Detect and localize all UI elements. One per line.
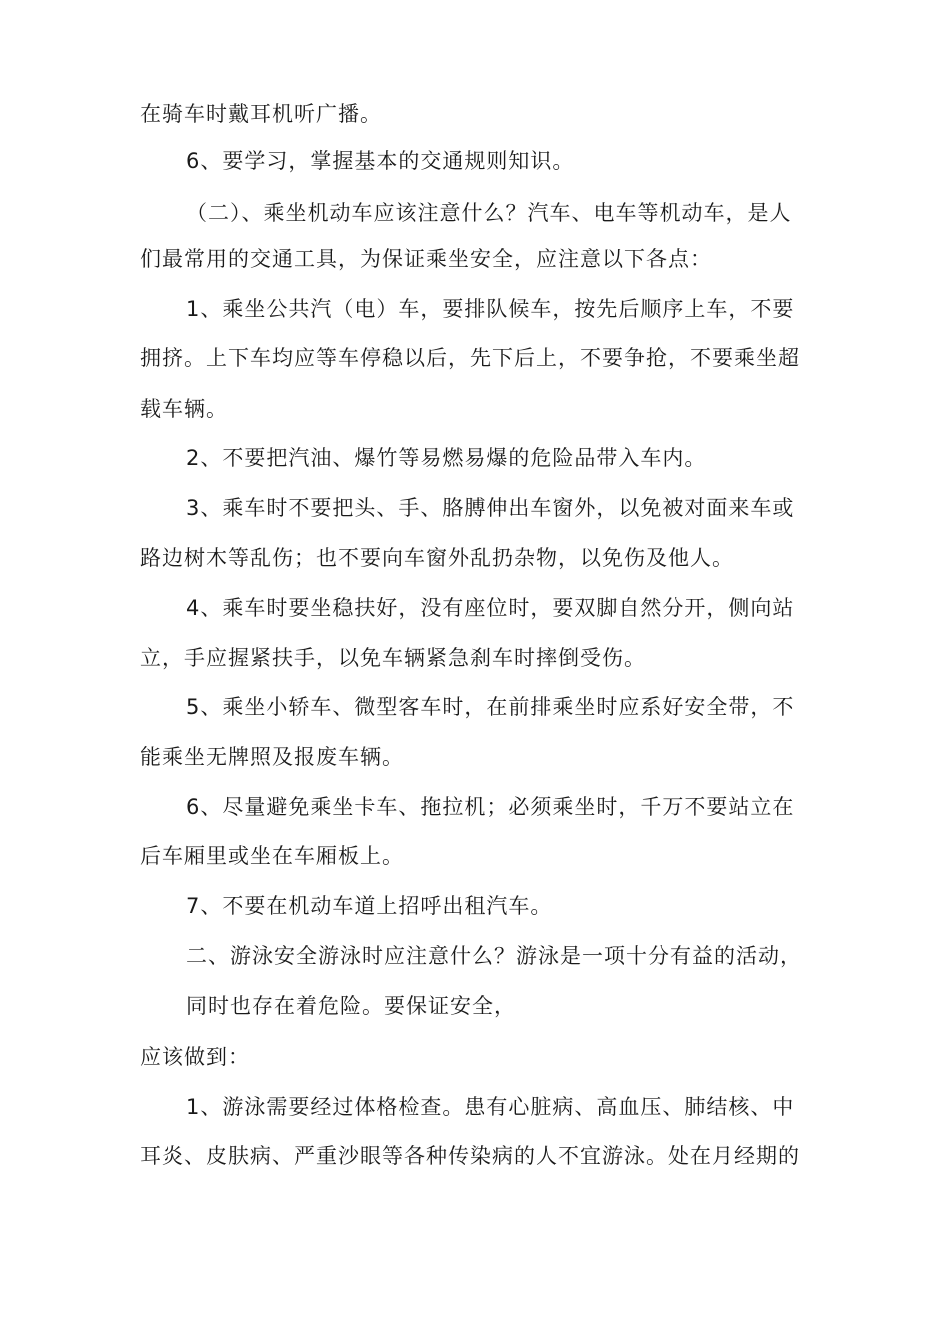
text-line: 立，手应握紧扶手，以免车辆紧急刹车时摔倒受伤。 [140, 646, 646, 670]
text-line: 同时也存在着危险。要保证安全， [186, 994, 516, 1018]
text-line: 2、不要把汽油、爆竹等易燃易爆的危险品带入车内。 [186, 446, 707, 470]
text-line: 4、乘车时要坐稳扶好，没有座位时，要双脚自然分开，侧向站 [186, 596, 795, 620]
text-line: （二）、乘坐机动车应该注意什么？汽车、电车等机动车，是人 [186, 201, 792, 225]
text-line: 能乘坐无牌照及报废车辆。 [140, 745, 404, 769]
text-line: 1、乘坐公共汽（电）车，要排队候车，按先后顺序上车，不要 [186, 297, 795, 321]
text-line: 拥挤。上下车均应等车停稳以后，先下后上，不要争抢，不要乘坐超 [140, 346, 800, 370]
text-line: 二、游泳安全游泳时应注意什么？游泳是一项十分有益的活动， [186, 944, 802, 968]
text-line: 应该做到： [140, 1045, 250, 1069]
text-line: 路边树木等乱伤；也不要向车窗外乱扔杂物，以免伤及他人。 [140, 546, 734, 570]
text-line: 载车辆。 [140, 397, 228, 421]
text-line: 在骑车时戴耳机听广播。 [140, 102, 382, 126]
text-line: 们最常用的交通工具，为保证乘坐安全，应注意以下各点： [140, 247, 712, 271]
text-line: 耳炎、皮肤病、严重沙眼等各种传染病的人不宜游泳。处在月经期的 [140, 1144, 800, 1168]
text-line: 后车厢里或坐在车厢板上。 [140, 844, 404, 868]
text-line: 5、乘坐小轿车、微型客车时，在前排乘坐时应系好安全带，不 [186, 695, 795, 719]
text-line: 7、不要在机动车道上招呼出租汽车。 [186, 894, 553, 918]
text-line: 1、游泳需要经过体格检查。患有心脏病、高血压、肺结核、中 [186, 1095, 795, 1119]
text-line: 3、乘车时不要把头、手、胳膊伸出车窗外，以免被对面来车或 [186, 496, 795, 520]
text-line: 6、要学习，掌握基本的交通规则知识。 [186, 149, 575, 173]
text-line: 6、尽量避免乘坐卡车、拖拉机；必须乘坐时，千万不要站立在 [186, 795, 795, 819]
